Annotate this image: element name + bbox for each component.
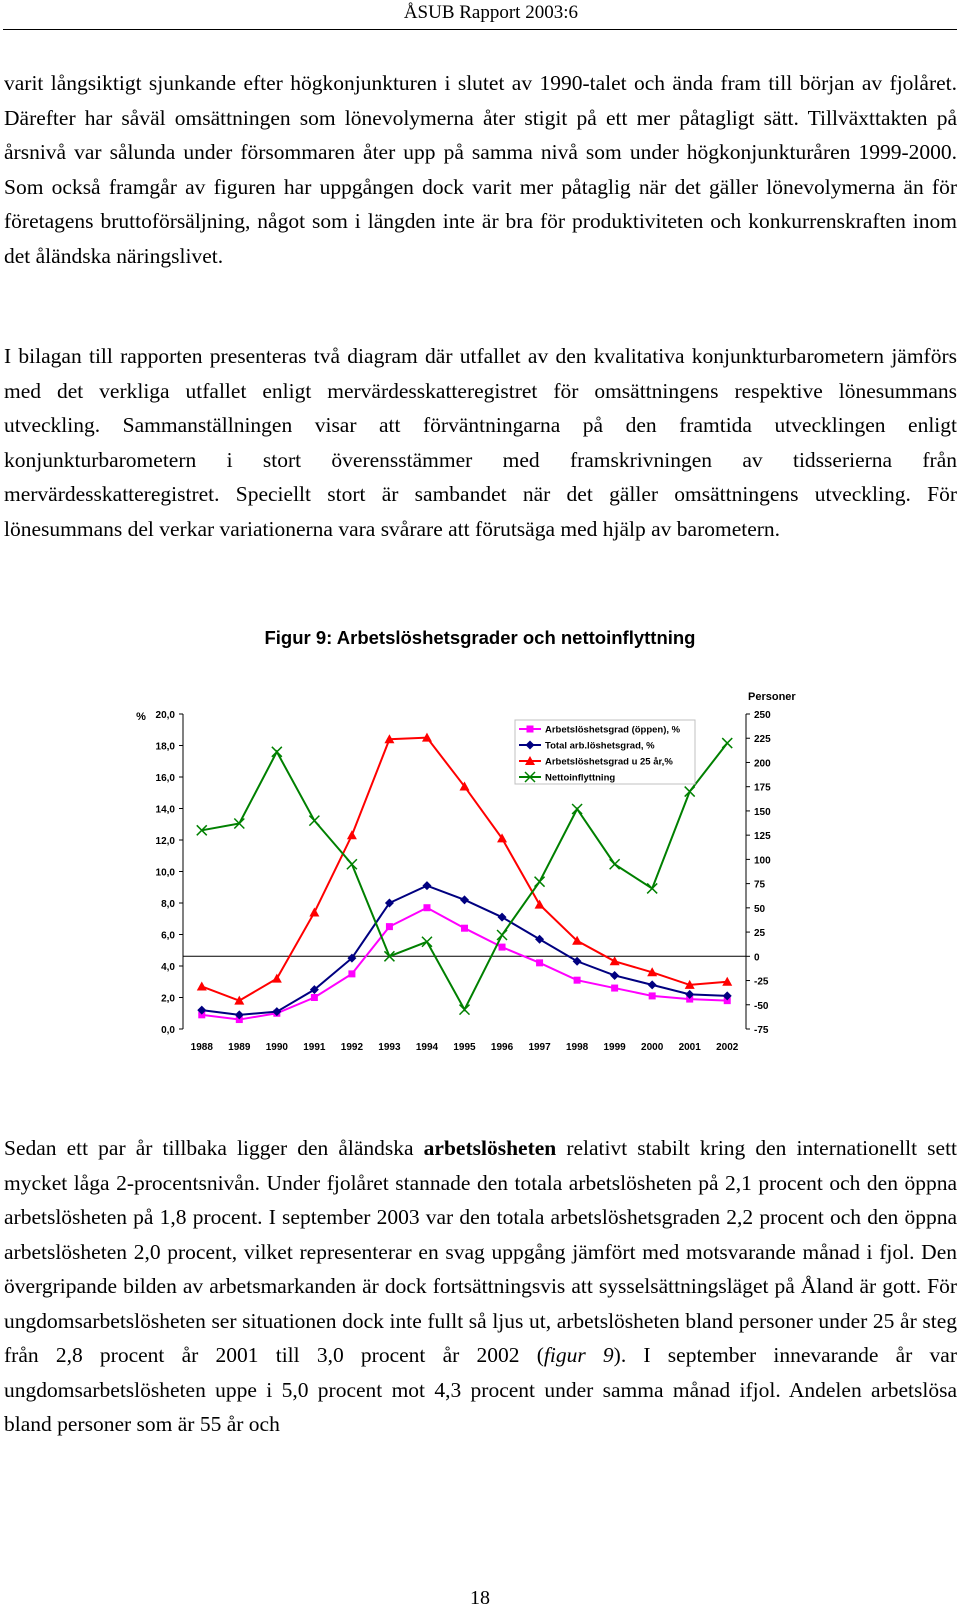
legend-label: Total arb.löshetsgrad, %	[545, 740, 655, 752]
data-point-x	[309, 816, 319, 826]
data-point-square	[536, 959, 543, 966]
right-axis-tick-label: 150	[754, 806, 771, 818]
left-axis-tick-label: 4,0	[161, 962, 175, 973]
paragraph-3	[4, 1131, 957, 1442]
x-axis-tick-label: 1996	[490, 1042, 514, 1053]
paragraph-1: varit långsiktigt sjunkande efter högkonjunkturen i slutet av 1990-talet och ända fram till början av fjolåret. Därefter har såväl omsättningen som lönevolymerna åter stigit på ett mer påtagligt sätt. Tillväxttakten på årsnivå var sålunda under försommaren åter upp på samma nivå som under högkonjunkturåren 1999-2000. Som också framgår av figuren har uppgången dock varit mer påtaglig när det gäller lönevolymerna än för företagens bruttoförsäljning, något som i längden inte är bra för produktiviteten och konkurrenskraften inom det åländska näringslivet.	[4, 71, 957, 268]
paragraph-3-bold: arbetslösheten	[423, 1136, 557, 1160]
x-axis-tick-label: 2000	[641, 1042, 664, 1053]
data-point-diamond	[422, 881, 431, 890]
data-point-x	[535, 877, 545, 887]
data-point-diamond	[498, 913, 507, 922]
right-axis-tick-label: 200	[754, 758, 771, 770]
left-axis-tick-label: 20,0	[155, 710, 175, 721]
data-point-square	[461, 925, 468, 932]
x-axis-tick-label: 1989	[228, 1042, 251, 1053]
data-point-x	[422, 937, 432, 947]
right-axis-tick-label: -25	[754, 976, 769, 988]
paragraph-3-text-b: relativt stabilt kring den internationellt sett mycket låga 2-procentsnivån. Under fjolåret stannade den totala arbetslösheten på 2,1 procent och den öppna arbetslösheten på 1,8 procent. I september 2003 var den totala arbetslöshetsgraden 2,2 procent och den öppna arbetslösheten 2,0 procent, vilket representerar en svag uppgång jämfört med motsvarande månad i fjol. Den övergripande bilden av arbetsmarkanden är dock fortsättningsvis att sysselsättningsläget på Åland är gott. För ungdomsarbetslösheten ser situationen dock inte fullt så ljus ut, arbetslösheten bland personer under 25 år steg från 2,8 procent år 2001 till 3,0 procent år 2002 (	[4, 1136, 958, 1367]
data-point-x	[347, 859, 357, 869]
x-axis-tick-label: 1988	[190, 1042, 213, 1053]
legend-label: Arbetslöshetsgrad u 25 år,%	[545, 756, 673, 768]
data-point-x	[272, 747, 282, 757]
right-axis-tick-label: 75	[754, 879, 766, 891]
paragraph-3-text-a: Sedan ett par år tillbaka ligger den åländska	[4, 1136, 424, 1160]
data-point-square	[574, 977, 581, 984]
legend-label: Nettoinflyttning	[545, 772, 616, 784]
data-point-x	[647, 883, 657, 893]
data-point-square	[611, 985, 618, 992]
left-axis-tick-label: 18,0	[155, 741, 175, 753]
paragraph-2: I bilagan till rapporten presenteras två diagram där utfallet av den kvalitativa konjunkturbarometern jämförs med det verkliga utfallet enligt mervärdesskatteregistret för omsättningens respektive lönesummans utveckling. Sammanställningen visar att förväntningarna på den framtida utvecklingen enligt konjunkturbarometern i stort överensstämmer med framskrivningen av tidsserierna från mervärdesskatteregistret. Speciellt stort är sambandet när det gäller omsättningens utveckling. För lönesummans del verkar variationerna vara svårare att förutsäga med hjälp av barometern.	[4, 344, 957, 541]
right-axis-label: Personer	[748, 691, 796, 703]
report-title: ÅSUB Rapport 2003:6	[403, 2, 578, 23]
legend-marker-square	[527, 726, 534, 733]
right-axis-tick-label: 125	[754, 831, 771, 843]
left-axis-tick-label: 12,0	[155, 836, 175, 847]
left-axis-tick-label: 2,0	[161, 993, 175, 1005]
x-axis-tick-label: 1998	[565, 1042, 589, 1053]
page-number: 18	[470, 1587, 490, 1609]
figure-reference-link: figur 9	[543, 1343, 614, 1367]
right-axis-tick-label: 0	[754, 952, 760, 964]
data-point-square	[649, 992, 656, 999]
data-point-triangle	[610, 956, 620, 965]
unemployment-migration-chart	[0, 690, 960, 1070]
page-header	[0, 0, 960, 30]
left-axis-tick-label: 8,0	[161, 899, 175, 910]
data-point-diamond	[648, 980, 657, 989]
x-axis-tick-label: 1994	[415, 1042, 439, 1053]
series-line-square	[202, 908, 727, 1020]
data-point-x	[497, 930, 507, 940]
left-axis-tick-label: 0,0	[161, 1025, 175, 1036]
data-point-diamond	[573, 957, 582, 966]
right-axis-tick-label: 175	[754, 782, 771, 794]
left-axis-tick-label: 10,0	[155, 867, 175, 879]
left-axis-tick-label: 6,0	[161, 930, 175, 942]
right-axis-tick-label: -50	[754, 1000, 769, 1012]
data-point-square	[423, 904, 430, 911]
data-point-x	[722, 738, 732, 748]
left-axis-label: %	[136, 711, 146, 723]
data-point-diamond	[535, 935, 544, 944]
data-point-square	[311, 994, 318, 1001]
right-axis-tick-label: 250	[754, 710, 771, 721]
data-point-x	[572, 804, 582, 814]
data-point-x	[685, 787, 695, 797]
x-axis-tick-label: 1995	[453, 1042, 476, 1053]
right-axis-tick-label: 225	[754, 734, 771, 746]
data-point-x	[460, 1005, 470, 1015]
right-axis-tick-label: -75	[754, 1025, 769, 1036]
left-axis-tick-label: 16,0	[155, 773, 175, 784]
x-axis-tick-label: 1992	[340, 1042, 364, 1053]
data-point-square	[348, 970, 355, 977]
paragraph-3-text-c: ). I september innevarande år var ungdomsarbetslösheten uppe i 5,0 procent mot 4,3 procent under samma månad ifjol. Andelen arbetslösa bland personer som är 55 år och	[4, 1343, 957, 1436]
x-axis-tick-label: 2002	[716, 1042, 739, 1053]
x-axis-tick-label: 1993	[378, 1042, 401, 1053]
x-axis-tick-label: 2001	[678, 1042, 701, 1053]
x-axis-tick-label: 1991	[303, 1042, 326, 1053]
right-axis-tick-label: 25	[754, 928, 766, 940]
data-point-x	[610, 859, 620, 869]
header-rule	[3, 29, 957, 30]
data-point-square	[499, 944, 506, 951]
x-axis-tick-label: 1990	[265, 1042, 288, 1053]
data-point-triangle	[197, 981, 207, 990]
legend-label: Arbetslöshetsgrad (öppen), %	[545, 724, 681, 736]
x-axis-tick-label: 1997	[528, 1042, 551, 1053]
data-point-triangle	[535, 900, 545, 909]
right-axis-tick-label: 50	[754, 903, 766, 915]
figure-title: Figur 9: Arbetslöshetsgrader och nettoinflyttning	[264, 627, 696, 648]
left-axis-tick-label: 14,0	[155, 804, 175, 816]
data-point-square	[386, 923, 393, 930]
right-axis-tick-label: 100	[754, 855, 771, 867]
data-point-diamond	[610, 971, 619, 980]
data-point-triangle	[309, 907, 319, 916]
data-point-triangle	[272, 974, 282, 983]
x-axis-tick-label: 1999	[603, 1042, 626, 1053]
data-point-diamond	[460, 895, 469, 904]
data-point-triangle	[347, 830, 357, 839]
